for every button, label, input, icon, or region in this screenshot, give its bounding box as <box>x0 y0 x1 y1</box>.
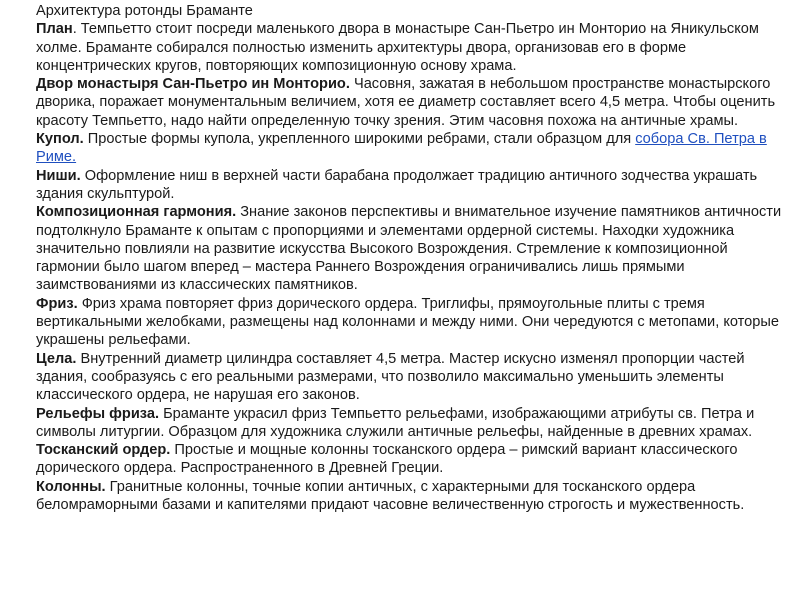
section-frieze <box>36 295 788 350</box>
section-tuscan-order <box>36 441 788 478</box>
section-plan <box>36 20 788 75</box>
section-heading: Рельефы фриза. <box>36 405 160 422</box>
section-heading: План <box>36 21 73 38</box>
section-text: Часовня, зажатая в небольшом пространстве монастырского дворика, поражает монументальным величием, хотя ее диаметр составляет всего 4,5 метра. Чтобы оценить красоту Темпьетто, надо найти определенную точку зрения. Этим часовня похожа на античные храмы. <box>36 76 776 129</box>
st-peters-basilica-link[interactable]: собора Св. Петра в Риме. <box>36 131 767 166</box>
section-niches <box>36 167 788 204</box>
section-text: Гранитные колонны, точные копии античных, с характерными для тосканского ордера беломраморными базами и капителями придают часовне величественную строгость и мужественность. <box>36 478 745 514</box>
section-text: . Темпьетто стоит посреди маленького двора в монастыре Сан-Пьетро ин Монторио на Яникульском холме. Браманте собирался полностью изменить архитектуры двора, организовав его в форме концентрических кругов, повторяющих композиционную основу храма. <box>36 21 759 74</box>
section-text: Внутренний диаметр цилиндра составляет 4,5 метра. Мастер искусно изменял пропорции частей здания, сообразуясь с его реальными размерами, что позволило максимально уменьшить элементы классического ордера, не нарушая его законов. <box>36 350 745 404</box>
section-heading: Композиционная гармония. <box>36 204 237 221</box>
section-heading: Фриз. <box>36 295 78 312</box>
section-frieze-reliefs <box>36 405 788 442</box>
section-heading: Ниши. <box>36 167 81 184</box>
section-text: Браманте украсил фриз Темпьетто рельефами, изображающими атрибуты св. Петра и символы литургии. Образцом для художника служили античные рельефы, найденные в древних храмах. <box>36 405 755 440</box>
document-body <box>36 2 788 514</box>
section-courtyard <box>36 75 788 130</box>
section-cella <box>36 350 788 405</box>
section-text: Знание законов перспективы и внимательное изучение памятников античности подтолкнуло Браманте к опытам с пропорциями и элементами ордерной системы. Находки художника значительно повлияли на развитие искусства Высокого Возрождения. Стремление к композиционной гармонии было шагом вперед – мастера Раннего Возрождения ограничивались лишь прямыми заимствованиями из классических памятников. <box>36 204 782 294</box>
section-columns <box>36 478 788 515</box>
section-text: Простые и мощные колонны тосканского ордера – римский вариант классического дорического ордера. Распространенного в Древней Греции. <box>36 442 738 477</box>
section-text: Фриз храма повторяет фриз дорического ордера. Триглифы, прямоугольные плиты с тремя вертикальными желобками, размещены над колоннами и между ними. Они чередуются с метопами, которые украшены рельефами. <box>36 295 780 349</box>
section-heading: Колонны. <box>36 478 106 495</box>
section-heading: Двор монастыря Сан-Пьетро ин Монторио. <box>36 76 350 93</box>
section-dome <box>36 130 788 167</box>
section-harmony <box>36 203 788 294</box>
section-heading: Тосканский ордер. <box>36 442 171 459</box>
section-heading: Купол. <box>36 131 84 148</box>
section-text: Простые формы купола, укрепленного широкими ребрами, стали образцом для <box>83 131 636 148</box>
section-text: Оформление ниш в верхней части барабана продолжает традицию античного зодчества украшать здания скульптурой. <box>36 167 758 202</box>
section-heading: Цела. <box>36 350 77 367</box>
page-title: Архитектура ротонды Браманте <box>36 3 253 19</box>
